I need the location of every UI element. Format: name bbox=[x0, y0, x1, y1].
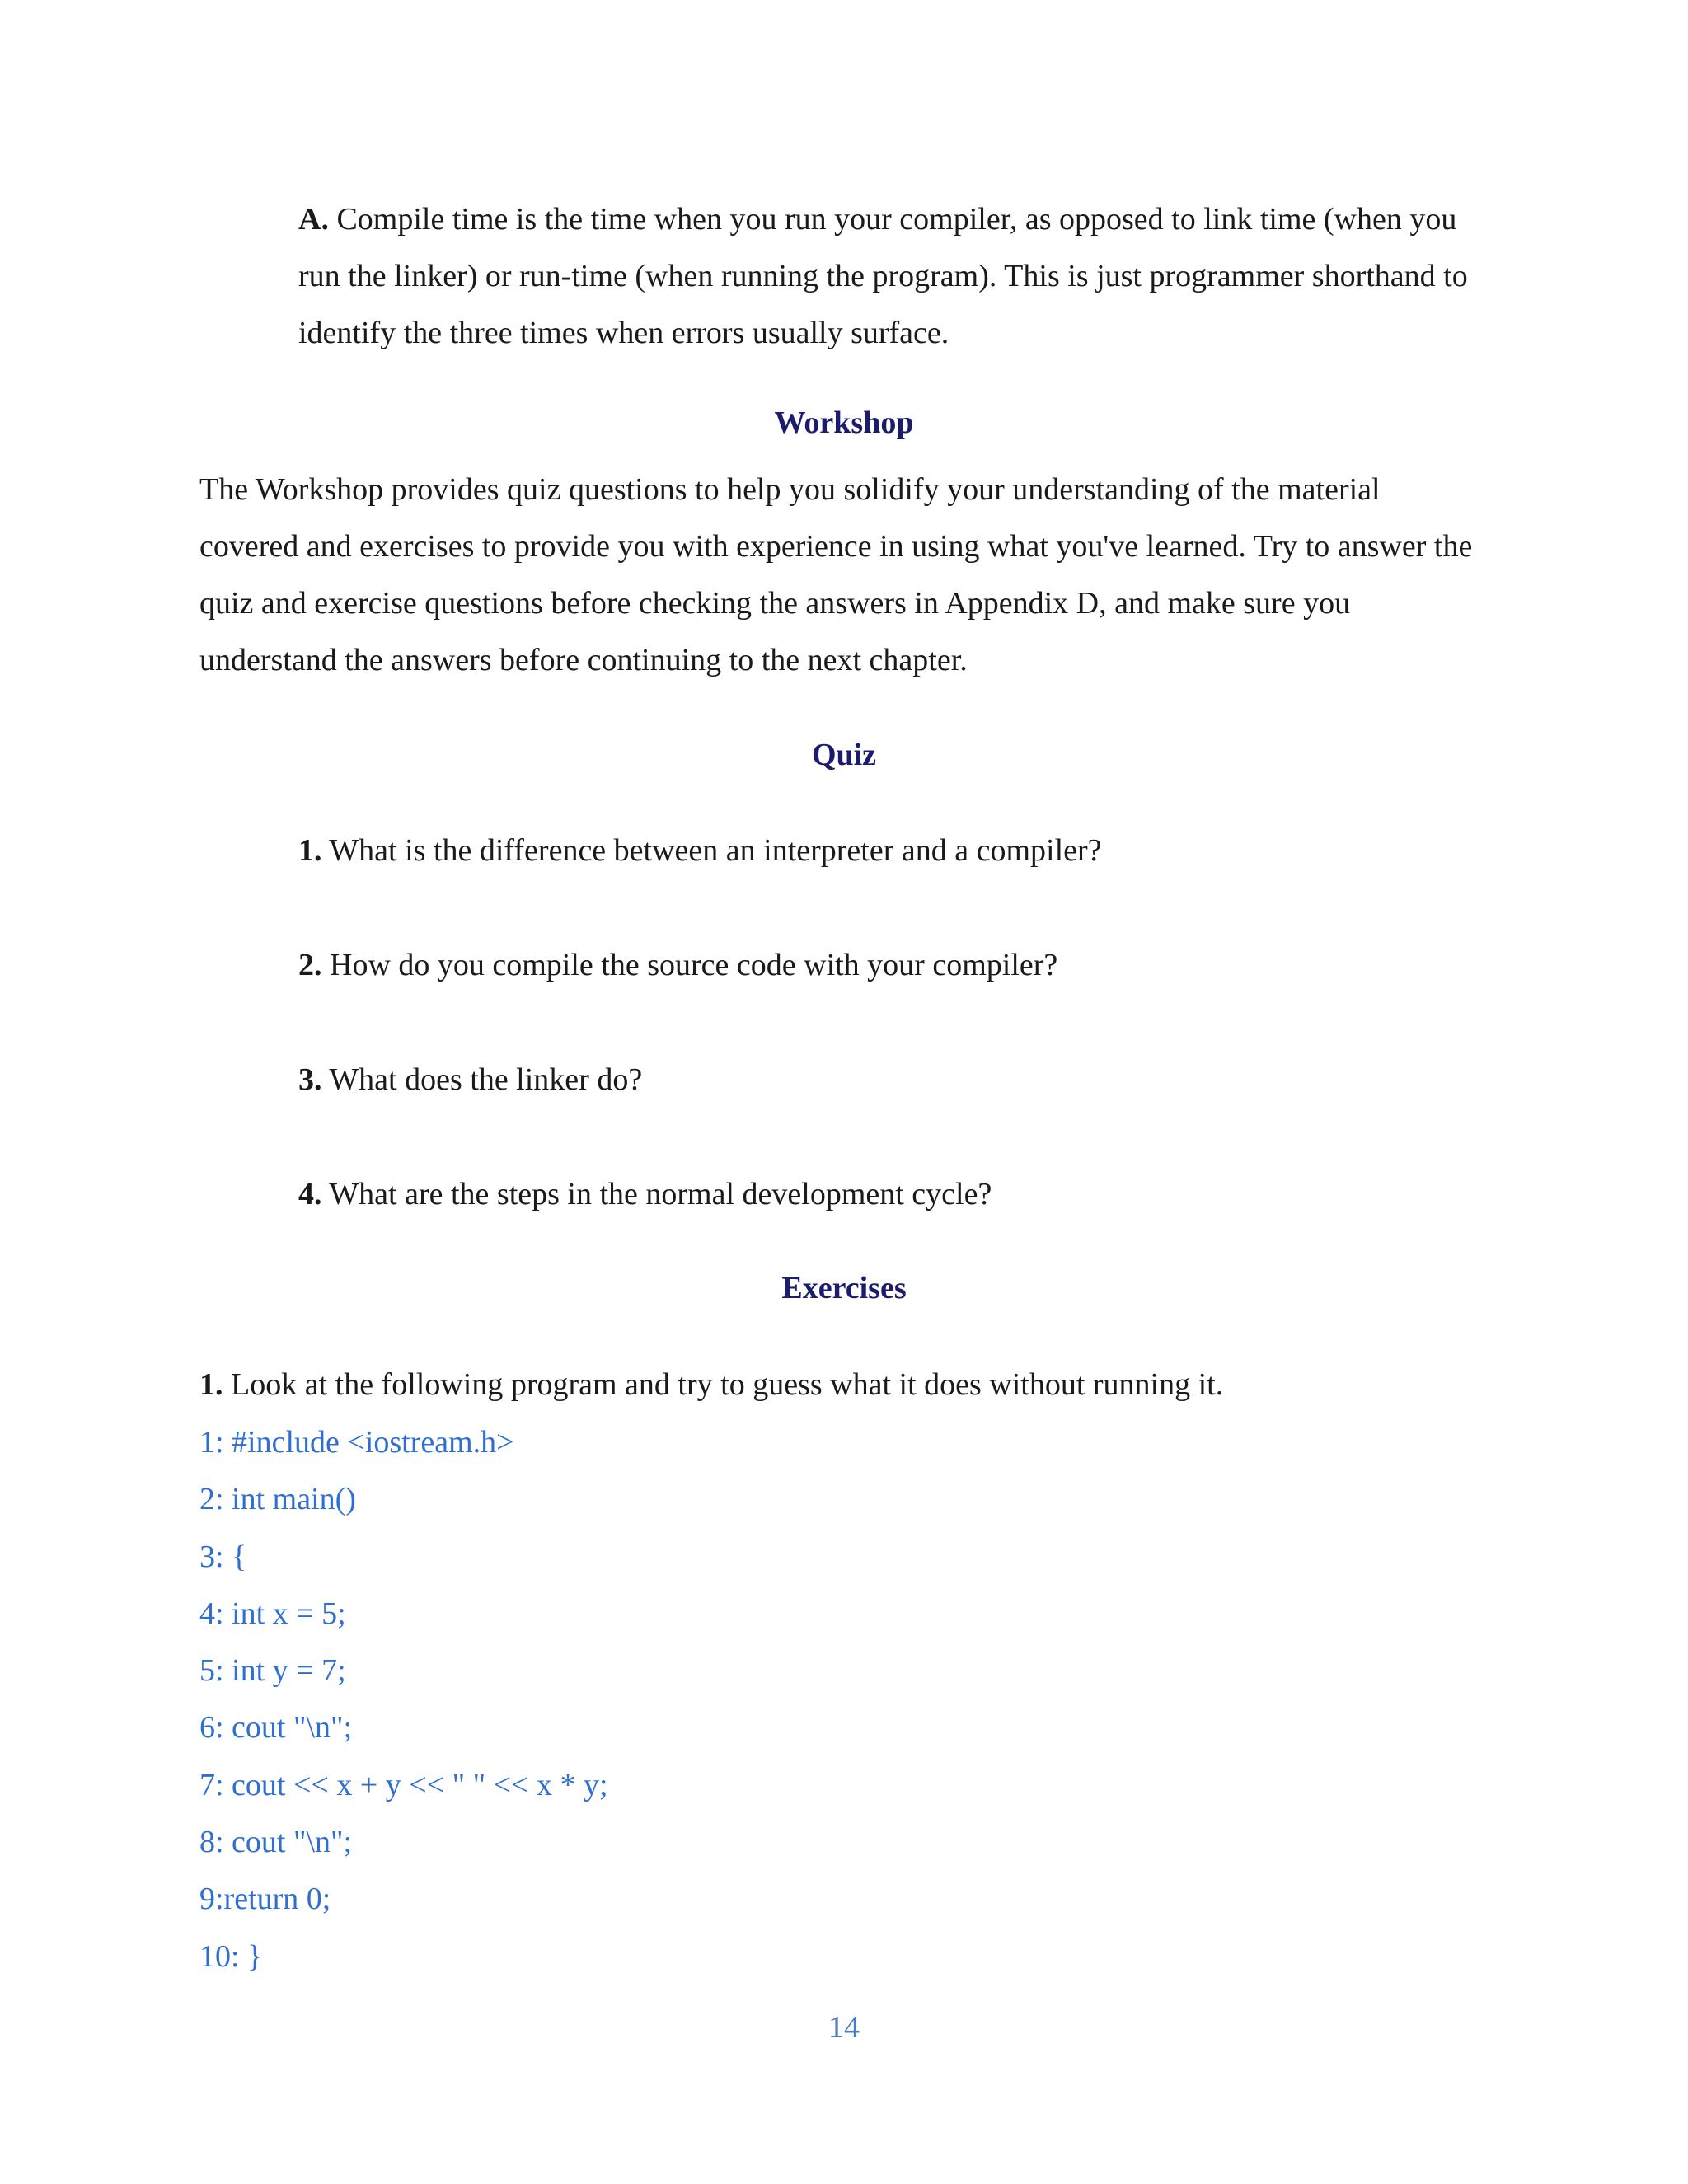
answer-label: A. bbox=[298, 202, 329, 237]
page-number: 14 bbox=[828, 2010, 860, 2045]
code-line: 3: { bbox=[199, 1539, 247, 1574]
code-line: 9:return 0; bbox=[199, 1882, 331, 1917]
workshop-intro: The Workshop provides quiz questions to help you solidify your understanding of the material covered and exercises to provide you with experience in using what you've learned. Try to answer the quiz and exercise questions before checking the answers in Appendix D, and make sure you understand the answers before continuing to the next chapter. bbox=[199, 472, 1473, 677]
quiz-question-number: 2. bbox=[298, 948, 322, 982]
answer-text: Compile time is the time when you run your compiler, as opposed to link time (when you run the linker) or run-time (when running the program). This is just programmer shorthand to identify the three times when errors usually surface. bbox=[298, 202, 1468, 350]
code-line: 5: int y = 7; bbox=[199, 1653, 346, 1689]
code-line: 8: cout "\n"; bbox=[199, 1825, 353, 1860]
quiz-question bbox=[298, 832, 1102, 869]
code-line: 4: int x = 5; bbox=[199, 1596, 346, 1631]
code-line: 6: cout "\n"; bbox=[199, 1710, 353, 1746]
quiz-question-number: 1. bbox=[298, 833, 322, 868]
code-line: 7: cout << x + y << " " << x * y; bbox=[199, 1767, 608, 1802]
workshop-heading: Workshop bbox=[774, 405, 914, 440]
code-listing bbox=[199, 1423, 608, 1994]
answer-paragraph bbox=[298, 191, 1485, 362]
exercise-item bbox=[199, 1366, 1223, 1404]
quiz-question bbox=[298, 1061, 642, 1099]
exercise-number: 1. bbox=[199, 1367, 223, 1402]
code-line: 1: #include <iostream.h> bbox=[199, 1425, 514, 1460]
quiz-question-text: What are the steps in the normal development cycle? bbox=[321, 1177, 992, 1212]
quiz-question-text: What is the difference between an interpreter and a compiler? bbox=[321, 833, 1102, 868]
quiz-question bbox=[298, 1175, 992, 1213]
quiz-question-number: 3. bbox=[298, 1062, 322, 1097]
quiz-question-number: 4. bbox=[298, 1177, 322, 1212]
quiz-question-text: How do you compile the source code with your compiler? bbox=[321, 948, 1058, 982]
quiz-heading: Quiz bbox=[811, 738, 877, 772]
quiz-question bbox=[298, 946, 1057, 984]
exercises-heading: Exercises bbox=[781, 1271, 907, 1305]
code-line: 10: } bbox=[199, 1938, 263, 1974]
exercise-text: Look at the following program and try to guess what it does without running it. bbox=[223, 1367, 1224, 1402]
code-line: 2: int main() bbox=[199, 1482, 356, 1517]
quiz-question-text: What does the linker do? bbox=[321, 1062, 643, 1097]
